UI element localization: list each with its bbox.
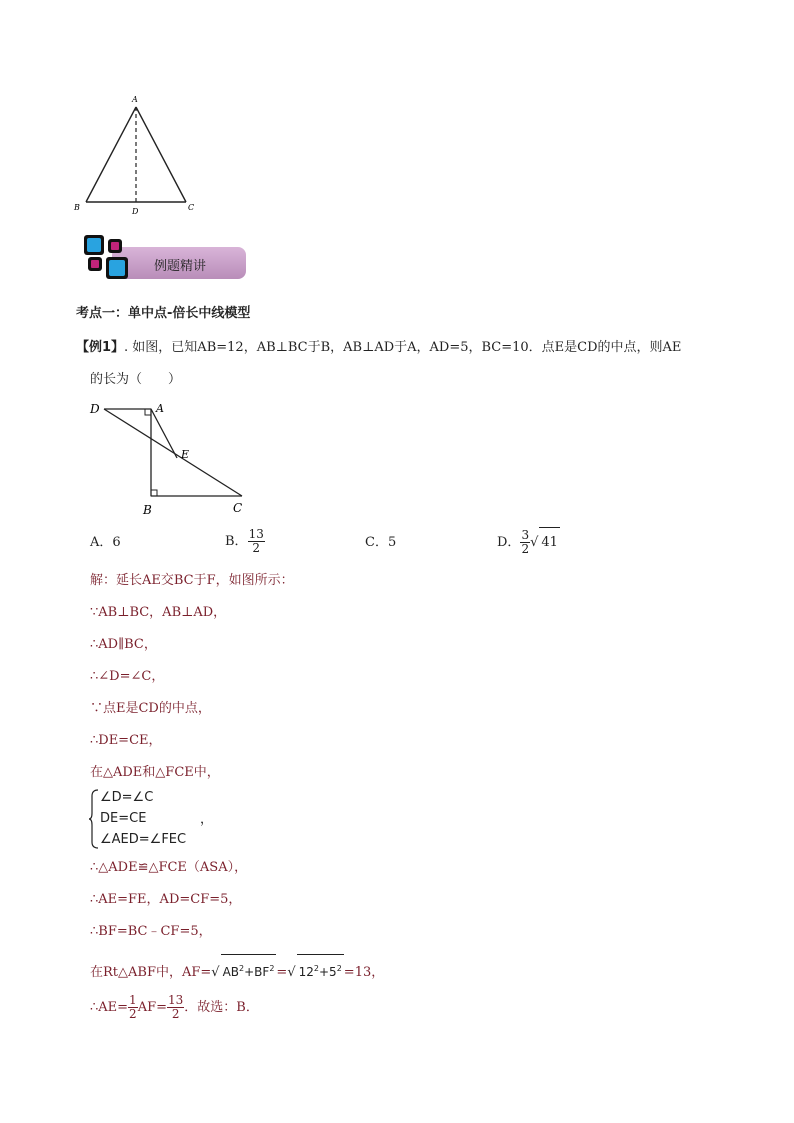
option-d-fraction <box>520 529 530 556</box>
solution-line-4: ∴∠D=∠C， <box>90 669 165 684</box>
line12-suffix: ．故选：B． <box>184 1000 259 1015</box>
option-b-prefix: B． <box>225 534 248 549</box>
frac-numerator: 1 <box>129 993 137 1007</box>
example-tag: 【例1】 <box>76 340 125 355</box>
side-ac <box>136 107 186 202</box>
section-title: 考点一：单中点-倍长中线模型 <box>76 306 251 321</box>
label-b: B <box>143 503 152 517</box>
exponent: 2 <box>313 964 319 973</box>
section-banner <box>82 233 250 285</box>
sqrt-symbol: √ <box>287 965 296 980</box>
solution-line-8: ∴△ADE≌△FCE（ASA）， <box>90 860 248 875</box>
example-line1: . 如图，已知AB=12，AB⊥BC于B，AB⊥AD于A，AD=5，BC=10．点E是CD的中点，则AE <box>124 340 682 355</box>
solution-line-12 <box>90 993 259 1023</box>
frac-numerator: 3 <box>521 528 530 542</box>
label-c: C <box>233 501 243 515</box>
exponent: 2 <box>239 964 245 973</box>
segment-ae <box>151 409 177 458</box>
solution-line-5: ∵点E是CD的中点， <box>90 701 211 716</box>
sqrt-symbol: √ <box>211 965 220 980</box>
option-c: C．5 <box>365 535 397 550</box>
system-eq-2: DE=CE <box>100 811 147 826</box>
triangle-figure <box>70 92 210 218</box>
solution-line-1: 解：延长AE交BC于F，如图所示： <box>90 573 294 588</box>
radicand-term: +5 <box>319 965 337 979</box>
option-b <box>225 527 265 557</box>
label-d: D <box>132 207 139 216</box>
left-brace-icon <box>88 788 100 850</box>
half-fraction <box>128 994 138 1021</box>
line11-prefix: 在Rt△ABF中，AF= <box>90 965 212 980</box>
radicand-term: 12 <box>298 965 314 979</box>
solution-line-2: ∵AB⊥BC，AB⊥AD， <box>90 605 227 620</box>
right-angle-a <box>145 409 151 415</box>
radicand-2 <box>297 954 344 986</box>
radicand-1 <box>221 954 277 986</box>
system-comma: ， <box>200 812 214 827</box>
radicand: 41 <box>539 527 560 558</box>
option-a: A．6 <box>90 535 121 550</box>
label-d: D <box>90 402 100 416</box>
label-c: C <box>188 203 195 212</box>
solution-line-7: 在△ADE和△FCE中， <box>90 765 220 780</box>
label-b: B <box>74 203 80 212</box>
sqrt-symbol: √ <box>530 535 539 550</box>
example-statement <box>76 340 681 356</box>
trapezoid-figure <box>86 398 256 518</box>
equals: = <box>276 965 288 980</box>
solution-line-10: ∴BF=BC﹣CF=5， <box>90 924 212 939</box>
exponent: 2 <box>269 964 275 973</box>
example-line2: 的长为（ ） <box>90 372 182 387</box>
radicand-term: +BF <box>244 965 270 979</box>
option-d-prefix: D． <box>497 535 521 550</box>
label-e: E <box>181 448 190 461</box>
radicand-term: AB <box>222 965 240 979</box>
right-angle-b <box>151 490 157 496</box>
frac-numerator: 13 <box>168 993 184 1007</box>
label-a: A <box>156 402 164 415</box>
frac-denominator: 2 <box>129 1007 137 1021</box>
system-eq-3: ∠AED=∠FEC <box>100 832 187 847</box>
solution-line-6: ∴DE=CE， <box>90 733 162 748</box>
solution-line-3: ∴AD∥BC， <box>90 637 157 652</box>
option-b-fraction <box>248 528 265 555</box>
side-ab <box>86 107 136 202</box>
line12-prefix: ∴AE= <box>90 1000 129 1015</box>
line12-mid: AF= <box>137 1000 167 1015</box>
frac-denominator: 2 <box>252 541 261 555</box>
squares-logo-icon <box>82 233 134 285</box>
solution-line-9: ∴AE=FE，AD=CF=5， <box>90 892 242 907</box>
system-eq-1: ∠D=∠C <box>100 790 154 805</box>
frac-denominator: 2 <box>171 1007 180 1021</box>
banner-label: 例题精讲 <box>154 259 207 274</box>
frac-numerator: 13 <box>248 527 264 541</box>
solution-line-11 <box>90 954 384 987</box>
label-a: A <box>132 95 138 104</box>
result-fraction <box>167 994 184 1021</box>
frac-denominator: 2 <box>521 542 530 556</box>
segment-dc <box>104 409 242 496</box>
option-d <box>497 527 560 558</box>
line11-result: =13， <box>343 965 385 980</box>
exponent: 2 <box>336 964 342 973</box>
